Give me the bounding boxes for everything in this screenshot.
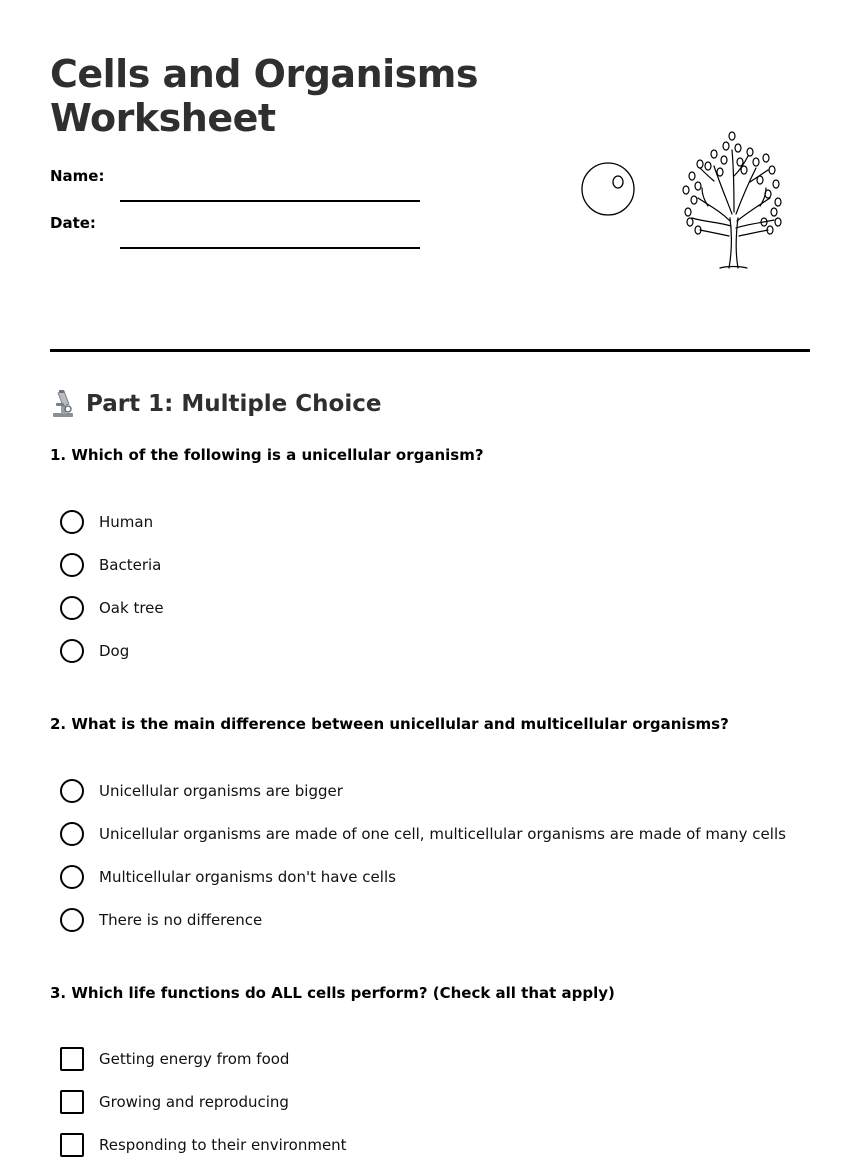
option-label: Dog: [99, 642, 130, 660]
option-label: There is no difference: [99, 911, 263, 929]
title-line-1: Cells and Organisms: [50, 52, 478, 96]
worksheet-title: [50, 52, 510, 140]
part1-title-text: Part 1: Multiple Choice: [86, 391, 382, 417]
option-label: Unicellular organisms are bigger: [99, 782, 343, 800]
q2-option-3[interactable]: [60, 864, 800, 890]
question-2-prompt: 2. What is the main difference between unicellular and multicellular organisms?: [50, 715, 729, 733]
q3-option-1[interactable]: [60, 1046, 800, 1072]
q3-option-2[interactable]: [60, 1089, 800, 1115]
checkbox[interactable]: [60, 1133, 84, 1157]
option-label: Getting energy from food: [99, 1050, 290, 1068]
q1-option-4[interactable]: [60, 638, 800, 664]
q3-option-3[interactable]: [60, 1132, 800, 1158]
title-line-2: Worksheet: [50, 96, 276, 140]
option-label: Multicellular organisms don't have cells: [99, 868, 396, 886]
single-cell-icon: [582, 163, 634, 215]
name-input[interactable]: [120, 180, 420, 202]
option-label: Bacteria: [99, 556, 162, 574]
checkbox[interactable]: [60, 1090, 84, 1114]
radio-button[interactable]: [60, 865, 84, 889]
option-label: Oak tree: [99, 599, 164, 617]
option-label: Responding to their environment: [99, 1136, 347, 1154]
date-field-row: [50, 213, 420, 243]
radio-button[interactable]: [60, 779, 84, 803]
date-input[interactable]: [120, 227, 420, 249]
checkbox[interactable]: [60, 1047, 84, 1071]
header-illustration: [580, 126, 790, 276]
name-field-row: [50, 166, 420, 196]
q1-option-2[interactable]: [60, 552, 800, 578]
q1-option-3[interactable]: [60, 595, 800, 621]
q2-option-4[interactable]: [60, 907, 800, 933]
option-label: Unicellular organisms are made of one cell, multicellular organisms are made of many cells: [99, 825, 786, 843]
tree-icon: [683, 132, 781, 268]
option-label: Human: [99, 513, 154, 531]
radio-button[interactable]: [60, 822, 84, 846]
date-label: Date:: [50, 214, 96, 232]
part1-title: [50, 388, 381, 420]
radio-button[interactable]: [60, 553, 84, 577]
radio-button[interactable]: [60, 639, 84, 663]
name-label: Name:: [50, 167, 105, 185]
q1-option-1[interactable]: [60, 509, 800, 535]
option-label: Growing and reproducing: [99, 1093, 289, 1111]
question-3-prompt: 3. Which life functions do ALL cells perform? (Check all that apply): [50, 984, 615, 1002]
radio-button[interactable]: [60, 596, 84, 620]
section-divider: [50, 349, 810, 352]
radio-button[interactable]: [60, 510, 84, 534]
radio-button[interactable]: [60, 908, 84, 932]
q2-option-2[interactable]: [60, 821, 800, 847]
microscope-icon: [50, 389, 76, 419]
q2-option-1[interactable]: [60, 778, 800, 804]
question-1-prompt: 1. Which of the following is a unicellular organism?: [50, 446, 484, 464]
